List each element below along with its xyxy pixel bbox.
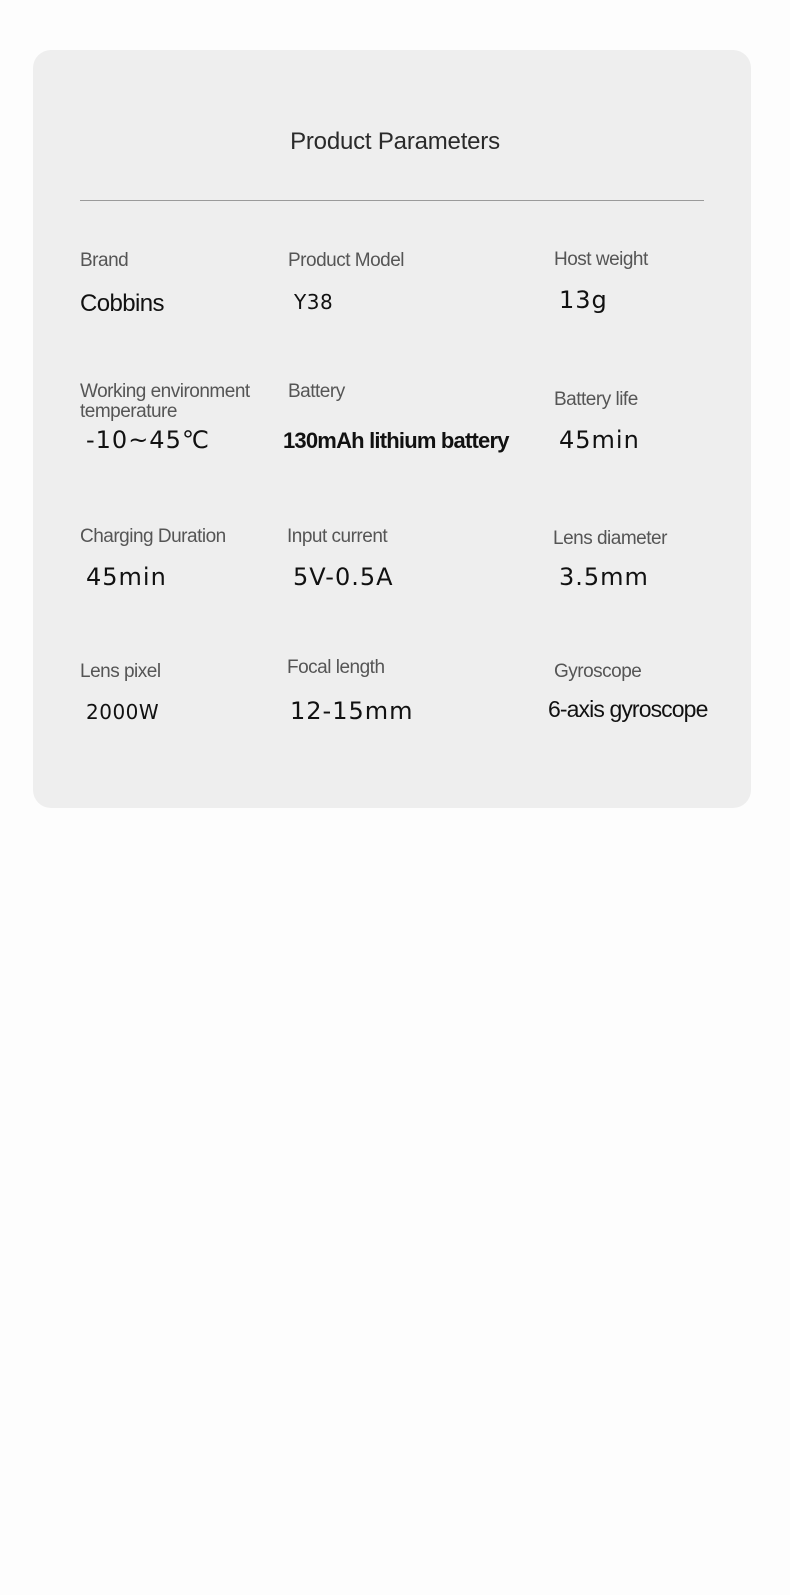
gyroscope-label: Gyroscope [554, 661, 642, 682]
page-title: Product Parameters [290, 128, 500, 155]
temperature-label-line1: Working environment [80, 381, 250, 402]
model-value: Y38 [294, 290, 334, 314]
temperature-label-line2: temperature [80, 401, 177, 422]
brand-label: Brand [80, 250, 129, 271]
battery-value: 130mAh lithium battery [283, 428, 509, 453]
temperature-value: -10~45℃ [86, 426, 210, 454]
focal-length-value: 12-15mm [290, 697, 414, 725]
lens-diameter-value: 3.5mm [559, 563, 649, 591]
battery-life-label: Battery life [554, 389, 638, 410]
brand-value: Cobbins [80, 290, 164, 317]
focal-length-label: Focal length [287, 657, 385, 678]
charging-value: 45min [86, 563, 167, 591]
model-label: Product Model [288, 250, 405, 271]
lens-pixel-value: 2000W [86, 700, 160, 724]
charging-label: Charging Duration [80, 526, 226, 547]
weight-value: 13g [559, 286, 608, 314]
lens-pixel-label: Lens pixel [80, 661, 161, 682]
title-divider [80, 200, 704, 201]
battery-life-value: 45min [559, 426, 640, 454]
input-current-label: Input current [287, 526, 388, 547]
lens-diameter-label: Lens diameter [553, 528, 667, 549]
input-current-value: 5V-0.5A [293, 563, 394, 591]
gyroscope-value: 6-axis gyroscope [548, 696, 708, 722]
battery-label: Battery [288, 381, 345, 402]
weight-label: Host weight [554, 249, 648, 270]
